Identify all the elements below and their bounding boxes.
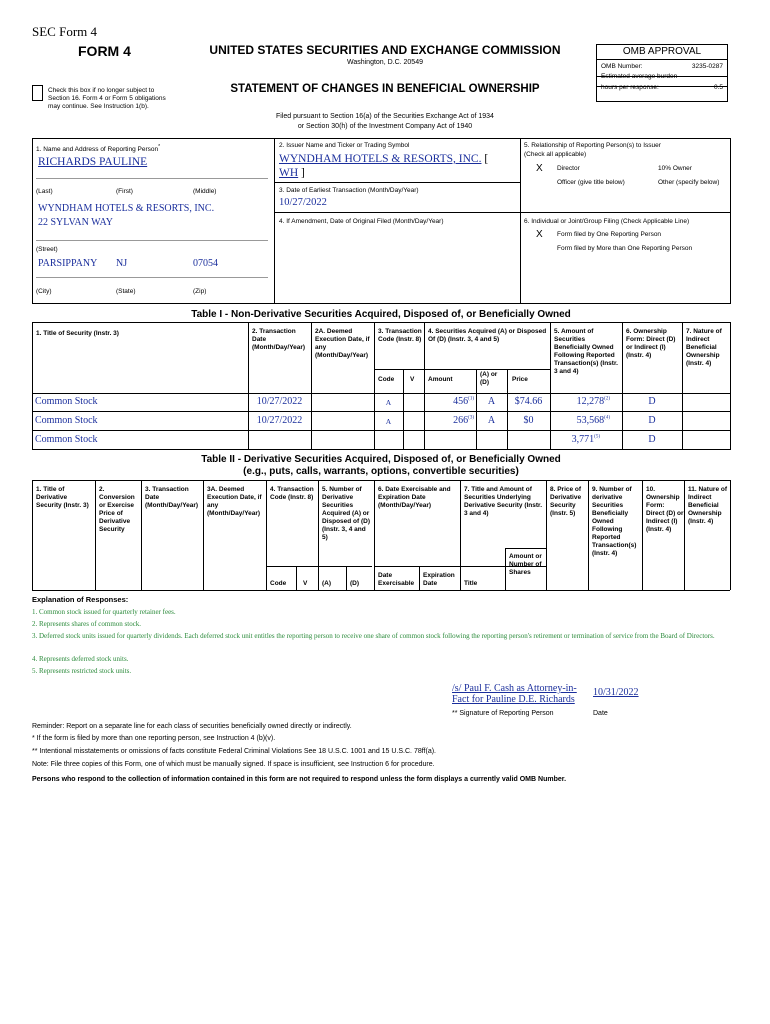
t1-row1-title: Common Stock (35, 396, 98, 407)
explanation-note-4: 4. Represents deferred stock units. (32, 655, 129, 663)
footer-note-1: * If the form is filed by more than one reporting person, see Instruction 4 (b)(v). (32, 735, 276, 742)
address-line-1: WYNDHAM HOTELS & RESORTS, INC. (38, 203, 215, 214)
t1-row3-title: Common Stock (35, 434, 98, 445)
t1-sub-price: Price (512, 376, 528, 383)
t1-col-date: 2. Transaction Date (Month/Day/Year) (252, 328, 306, 351)
omb-number-label: OMB Number: (601, 63, 643, 70)
t1-row1-date: 10/27/2022 (256, 396, 303, 407)
t2-col-conversion: 2. Conversion or Exercise Price of Derivative Security (99, 486, 135, 533)
footer-note-3: Note: File three copies of this Form, one of which must be manually signed. If space is insufficient, see Instruction 6 for procedure. (32, 761, 435, 768)
city-value: PARSIPPANY (38, 258, 98, 269)
t1-row2-title: Common Stock (35, 415, 98, 426)
street-label: (Street) (36, 246, 58, 253)
one-person-checkmark[interactable]: X (536, 229, 543, 240)
t2-col-number: 5. Number of Derivative Securities Acquired (A) or Disposed of (D) (Instr. 3, 4 and 5) (322, 486, 371, 541)
director-checkmark[interactable]: X (536, 163, 543, 174)
reporting-person-label: 1. Name and Address of Reporting Person* (36, 144, 161, 154)
amendment-label: 4. If Amendment, Date of Original Filed (Month/Day/Year) (279, 218, 444, 225)
table2-title-1: Table II - Derivative Securities Acquired, Disposed of, or Beneficially Owned (201, 454, 561, 465)
t1-col-code: 3. Transaction Code (Instr. 8) (378, 328, 422, 343)
t2-sub-code: Code (270, 580, 287, 587)
commission-title: UNITED STATES SECURITIES AND EXCHANGE COMMISSION (209, 43, 561, 57)
t1-col-nature: 7. Nature of Indirect Beneficial Ownership (Instr. 4) (686, 328, 722, 367)
t2-col-date: 3. Transaction Date (Month/Day/Year) (145, 486, 199, 509)
issuer-ticker[interactable]: WH (279, 167, 299, 179)
omb-hours-label: hours per response: (601, 84, 659, 91)
t2-col-owned: 9. Number of derivative Securities Beneficially Owned Following Reported Transaction(s) (Instr. 4) (592, 486, 637, 557)
filing-label: 6. Individual or Joint/Group Filing (Check Applicable Line) (524, 218, 690, 225)
t1-row2-code: A (385, 417, 392, 426)
t1-col-ownership-form: 6. Ownership Form: Direct (D) or Indirect (I) (Instr. 4) (626, 328, 676, 359)
footer-note-2: ** Intentional misstatements or omissions of facts constitute Federal Criminal Violations See 18 U.S.C. 1001 and 15 U.S.C. 78ff(a). (32, 748, 436, 755)
filed-pursuant-1: Filed pursuant to Section 16(a) of the Securities Exchange Act of 1934 (276, 113, 494, 120)
state-label: (State) (116, 288, 136, 295)
no-longer-subject-checkbox[interactable] (32, 85, 43, 101)
t1-sub-code: Code (378, 376, 395, 383)
t2-sub-title: Title (464, 580, 478, 587)
t1-row1-owned: 12,278$^{(2)}$ (576, 396, 610, 407)
explanation-note-3: 3. Deferred stock units issued for quarterly dividends. Each deferred stock unit entitles the reporting person to receive one share of common stock following the reporting person's retirement or termination of service from the Board of Directors. (32, 632, 715, 640)
t2-sub-expiration: Expiration Date (423, 572, 455, 587)
signature-date-label: Date (593, 710, 608, 717)
t1-row2-price: $0 (523, 415, 534, 426)
issuer-label: 2. Issuer Name and Ticker or Trading Symbol (279, 142, 410, 149)
t1-col-deemed: 2A. Deemed Execution Date, if any (Month/Day/Year) (315, 328, 370, 359)
director-label: Director (557, 165, 580, 172)
form-title: FORM 4 (78, 43, 131, 59)
omb-title: OMB APPROVAL (597, 45, 727, 60)
t2-col-deemed: 3A. Deemed Execution Date, if any (Month/Day/Year) (207, 486, 262, 517)
signature-label: ** Signature of Reporting Person (452, 710, 554, 717)
t1-sub-v: V (410, 376, 415, 383)
t1-row1-code: A (385, 398, 392, 407)
table2-title-2: (e.g., puts, calls, warrants, options, convertible securities) (243, 466, 519, 477)
t1-row2-amount: 266$^{(3)}$ (453, 415, 474, 426)
signature-date: 10/31/2022 (593, 687, 639, 698)
t2-sub-a: (A) (322, 580, 332, 587)
city-label: (City) (36, 288, 52, 295)
signature-line-1: /s/ Paul F. Cash as Attorney-in- (452, 683, 577, 694)
t1-row2-date: 10/27/2022 (256, 415, 303, 426)
t1-row2-owned: 53,568$^{(4)}$ (576, 415, 610, 426)
t2-col-underlying: 7. Title and Amount of Securities Underlying Derivative Security (Instr. 3 and 4) (464, 486, 543, 517)
explanation-note-5: 5. Represents restricted stock units. (32, 667, 132, 675)
explanation-heading: Explanation of Responses: (32, 595, 129, 604)
t2-col-nature: 11. Nature of Indirect Beneficial Ownership (Instr. 4) (688, 486, 728, 525)
t1-sub-aord: (A) or (D) (480, 371, 498, 386)
earliest-transaction-label: 3. Date of Earliest Transaction (Month/Day/Year) (279, 187, 419, 194)
sec-form-label: SEC Form 4 (32, 24, 98, 39)
omb-hours-value: 0.5 (713, 84, 723, 91)
t2-col-form: 10. Ownership Form: Direct (D) or Indirect (I) (Instr. 4) (646, 486, 684, 533)
omb-burden-label: Estimated average burden (601, 73, 678, 80)
one-person-label: Form filed by One Reporting Person (557, 231, 662, 238)
zip-label: (Zip) (193, 288, 207, 295)
middle-label: (Middle) (193, 188, 217, 195)
checkbox-text: Check this box if no longer subject to Section 16. Form 4 or Form 5 obligations may continue. See Instruction 1(b). (48, 87, 166, 110)
commission-location: Washington, D.C. 20549 (346, 59, 423, 66)
address-line-2: 22 SYLVAN WAY (38, 217, 114, 228)
other-label: Other (specify below) (658, 179, 720, 186)
state-value: NJ (116, 258, 128, 269)
t1-row1-aord: A (487, 396, 496, 407)
t2-col-exercisable: 6. Date Exercisable and Expiration Date (Month/Day/Year) (378, 486, 451, 509)
t1-row1-amount: 456$^{(1)}$ (453, 396, 474, 407)
t1-col-amount-owned: 5. Amount of Securities Beneficially Owned Following Reported Transaction(s) (Instr. 3 and 4) (554, 328, 618, 375)
filed-pursuant-2: or Section 30(h) of the Investment Company Act of 1940 (297, 123, 473, 130)
relationship-sublabel: (Check all applicable) (524, 151, 587, 158)
issuer-name-ticker: WYNDHAM HOTELS & RESORTS, INC. [ WH ] (279, 153, 489, 179)
t1-row2-form: D (648, 415, 656, 426)
footer-reminder: Reminder: Report on a separate line for each class of securities beneficially owned directly or indirectly. (32, 723, 352, 730)
t1-col-securities: 4. Securities Acquired (A) or Disposed Of (D) (Instr. 3, 4 and 5) (428, 328, 547, 343)
last-label: (Last) (36, 188, 53, 195)
zip-value: 07054 (193, 258, 218, 269)
t2-sub-date-exercisable: Date Exercisable (378, 572, 415, 587)
t1-row1-price: $74.66 (514, 396, 543, 407)
earliest-transaction-date: 10/27/2022 (279, 197, 327, 208)
t2-sub-v: V (303, 580, 308, 587)
explanation-note-1: 1. Common stock issued for quarterly retainer fees. (32, 608, 176, 616)
issuer-name[interactable]: WYNDHAM HOTELS & RESORTS, INC. (279, 153, 482, 165)
officer-label: Officer (give title below) (557, 179, 625, 186)
statement-title: STATEMENT OF CHANGES IN BENEFICIAL OWNERSHIP (230, 83, 540, 95)
t2-sub-amount-shares: Amount or Number of Shares (509, 553, 542, 576)
ten-percent-owner-label: 10% Owner (658, 165, 692, 172)
t2-sub-d: (D) (350, 580, 360, 587)
t2-col-title: 1. Title of Derivative Security (Instr. 3) (36, 486, 89, 509)
relationship-label: 5. Relationship of Reporting Person(s) to Issuer (524, 142, 661, 149)
t1-sub-amount: Amount (428, 376, 453, 383)
explanation-note-2: 2. Represents shares of common stock. (32, 620, 142, 628)
t1-row3-owned: 3,771$^{(5)}$ (571, 434, 600, 445)
footer-persons: Persons who respond to the collection of information contained in this form are not required to respond unless the form displays a currently valid OMB Number. (32, 776, 567, 783)
table1-title: Table I - Non-Derivative Securities Acquired, Disposed of, or Beneficially Owned (191, 309, 571, 320)
omb-approval-box (596, 44, 728, 102)
reporting-person-name[interactable]: RICHARDS PAULINE (38, 156, 148, 168)
t2-col-code: 4. Transaction Code (Instr. 8) (270, 486, 314, 501)
t1-col-title: 1. Title of Security (Instr. 3) (36, 330, 119, 337)
t1-row2-aord: A (487, 415, 496, 426)
first-label: (First) (116, 188, 133, 195)
t1-row1-form: D (648, 396, 656, 407)
more-persons-label: Form filed by More than One Reporting Person (557, 245, 693, 252)
t2-col-price: 8. Price of Derivative Security (Instr. 5) (550, 486, 582, 517)
omb-number-value: 3235-0287 (691, 63, 723, 70)
t1-row3-form: D (648, 434, 656, 445)
signature-line-2: Fact for Pauline D.E. Richards (452, 694, 575, 705)
